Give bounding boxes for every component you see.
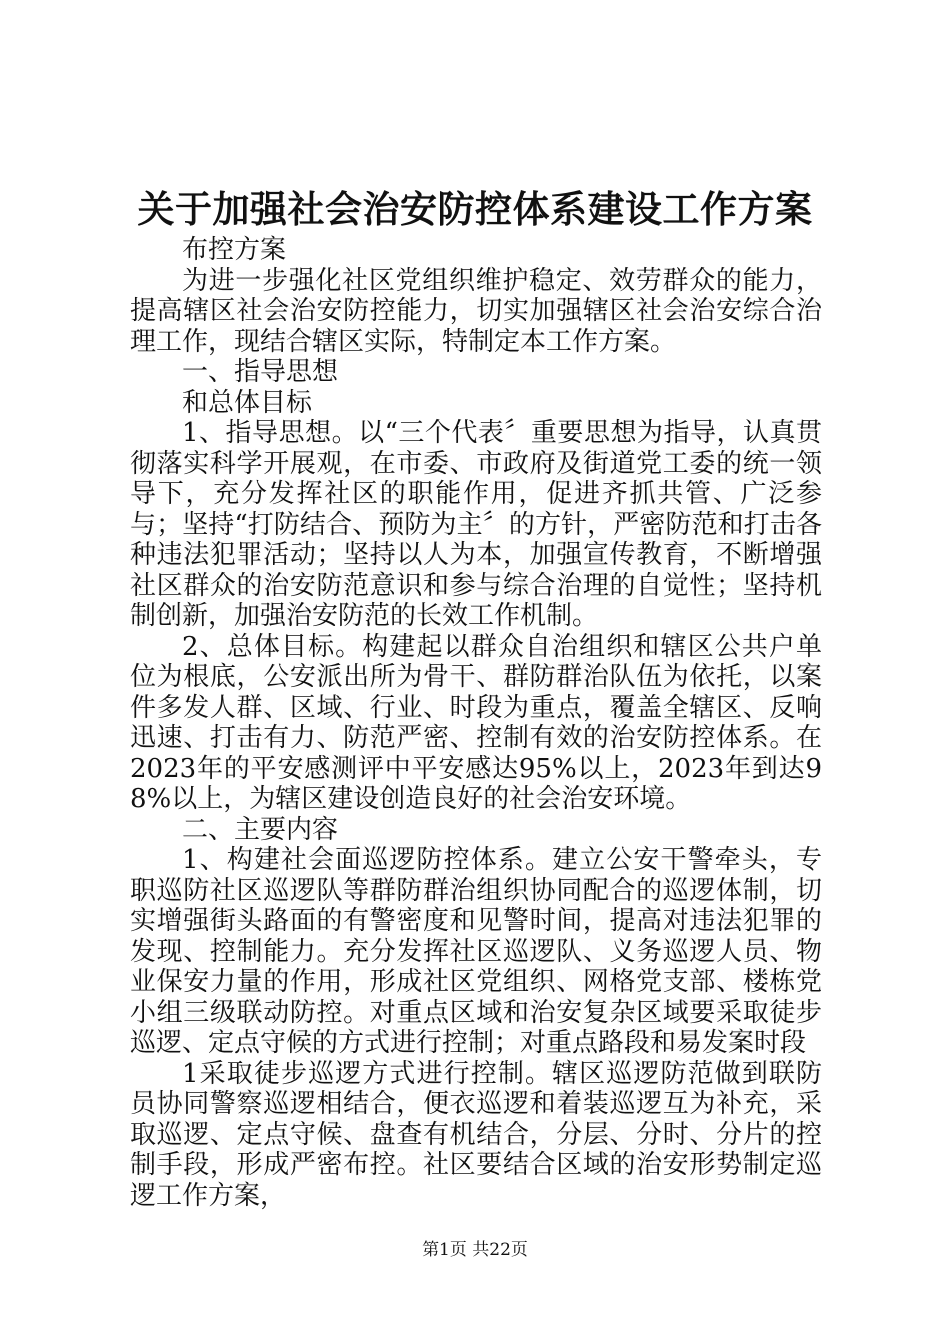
paragraph-section-label: 布控方案 bbox=[182, 235, 287, 265]
paragraph-intro: 为进一步强化社区党组织维护稳定、效劳群众的能力，提高辖区社会治安防控能力，切实加强辖区社会治安综合治理工作，现结合辖区实际，特制定本工作方案。 bbox=[130, 265, 822, 357]
document-body bbox=[130, 235, 822, 1211]
heading-guiding-thought: 一、指导思想 bbox=[182, 357, 339, 387]
paragraph-foot-patrol: 1采取徒步巡逻方式进行控制。辖区巡逻防范做到联防员协同警察巡逻相结合，便衣巡逻和着装巡逻互为补充，采取巡逻、定点守候、盘查有机结合，分层、分时、分片的控制手段，形成严密布控。社区要结合区域的治安形势制定巡逻工作方案， bbox=[130, 1058, 822, 1211]
heading-main-content: 二、主要内容 bbox=[182, 814, 339, 845]
page-footer: 第1页 共22页 bbox=[422, 1240, 528, 1260]
paragraph-overall-goal: 2、总体目标。构建起以群众自治组织和辖区公共户单位为根底，公安派出所为骨干、群防群治队伍为依托，以案件多发人群、区域、行业、时段为重点，覆盖全辖区、反响迅速、打击有力、防范严密、控制有效的治安防控体系。在2023年的平安感测评中平安感达95%以上，2023年到达98%以上，为辖区建设创造良好的社会治安环境。 bbox=[130, 631, 822, 814]
heading-overall-goal: 和总体目标 bbox=[182, 387, 313, 418]
paragraph-patrol-system: 1、构建社会面巡逻防控体系。建立公安干警牵头，专职巡防社区巡逻队等群防群治组织协同配合的巡逻体制，切实增强街头路面的有警密度和见警时间，提高对违法犯罪的发现、控制能力。充分发挥社区巡逻队、义务巡逻人员、物业保安力量的作用，形成社区党组织、网格党支部、楼栋党小组三级联动防控。对重点区域和治安复杂区域要采取徒步巡逻、定点守候的方式进行控制；对重点路段和易发案时段 bbox=[130, 845, 822, 1058]
document-title: 关于加强社会治安防控体系建设工作方案 bbox=[137, 187, 813, 231]
paragraph-guiding-thought: 1、指导思想。以“三个代表〞重要思想为指导，认真贯彻落实科学开展观，在市委、市政府及街道党工委的统一领导下，充分发挥社区的职能作用，促进齐抓共管、广泛参与；坚持“打防结合、预防为主〞的方针，严密防范和打击各种违法犯罪活动；坚持以人为本，加强宣传教育，不断增强社区群众的治安防范意识和参与综合治理的自觉性；坚持机制创新，加强治安防范的长效工作机制。 bbox=[130, 418, 822, 631]
